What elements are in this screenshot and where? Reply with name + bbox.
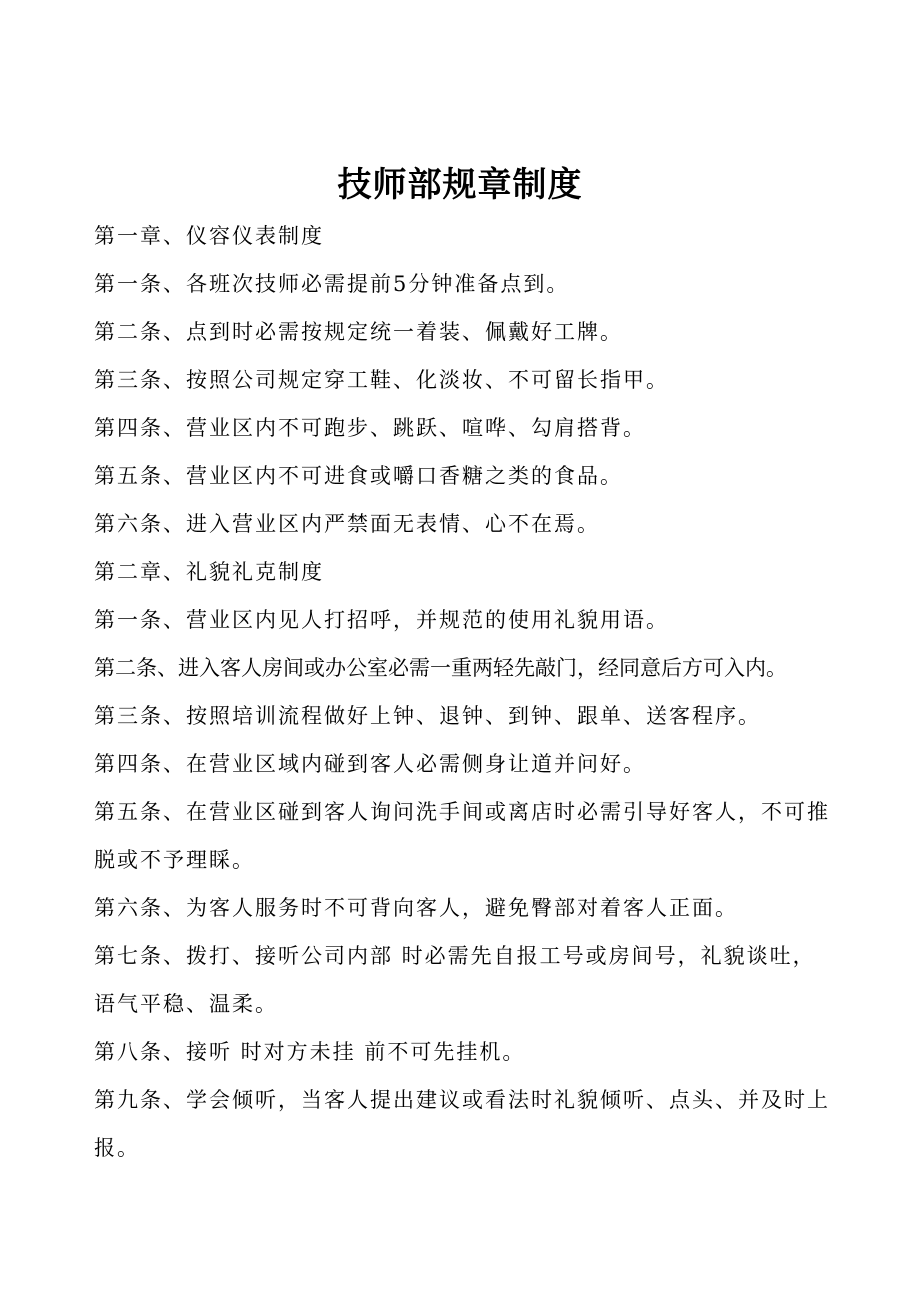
article-line: 第四条、在营业区域内碰到客人必需侧身让道并问好。	[94, 752, 646, 776]
chapter-heading: 第二章、礼貌礼克制度	[94, 560, 324, 584]
article-line: 第二条、进入客人房间或办公室必需一重两轻先敲门，经同意后方可入内。	[94, 656, 787, 680]
article-line: 第八条、接听 时对方未挂 前不可先挂机。	[94, 1040, 526, 1064]
article-line: 第一条、营业区内见人打招呼，并规范的使用礼貌用语。	[94, 608, 669, 632]
article-line-continuation: 报。	[94, 1136, 140, 1160]
article-line: 第三条、按照培训流程做好上钟、退钟、到钟、跟单、送客程序。	[94, 704, 761, 728]
article-line: 第四条、营业区内不可跑步、跳跃、喧哗、勾肩搭背。	[94, 416, 646, 440]
document-title: 技师部规章制度	[337, 165, 583, 205]
chapter-heading: 第一章、仪容仪表制度	[94, 224, 324, 248]
article-line-continuation: 脱或不予理睬。	[94, 848, 255, 872]
article-line: 第五条、在营业区碰到客人询问洗手间或离店时必需引导好客人，不可推	[94, 800, 830, 824]
article-line: 第六条、进入营业区内严禁面无表情、心不在焉。	[94, 512, 600, 536]
article-line: 第五条、营业区内不可进食或嚼口香糖之类的食品。	[94, 464, 623, 488]
article-line: 第七条、拨打、接听公司内部 时必需先自报工号或房间号，礼貌谈吐，	[94, 944, 816, 968]
article-line: 第九条、学会倾听，当客人提出建议或看法时礼貌倾听、点头、并及时上	[94, 1088, 830, 1112]
article-line: 第六条、为客人服务时不可背向客人，避免臀部对着客人正面。	[94, 896, 738, 920]
article-line-continuation: 语气平稳、温柔。	[94, 992, 278, 1016]
article-line: 第三条、按照公司规定穿工鞋、化淡妆、不可留长指甲。	[94, 368, 669, 392]
article-line: 第二条、点到时必需按规定统一着装、佩戴好工牌。	[94, 320, 623, 344]
document-body	[94, 212, 834, 1172]
article-line: 第一条、各班次技师必需提前5分钟准备点到。	[94, 272, 570, 296]
